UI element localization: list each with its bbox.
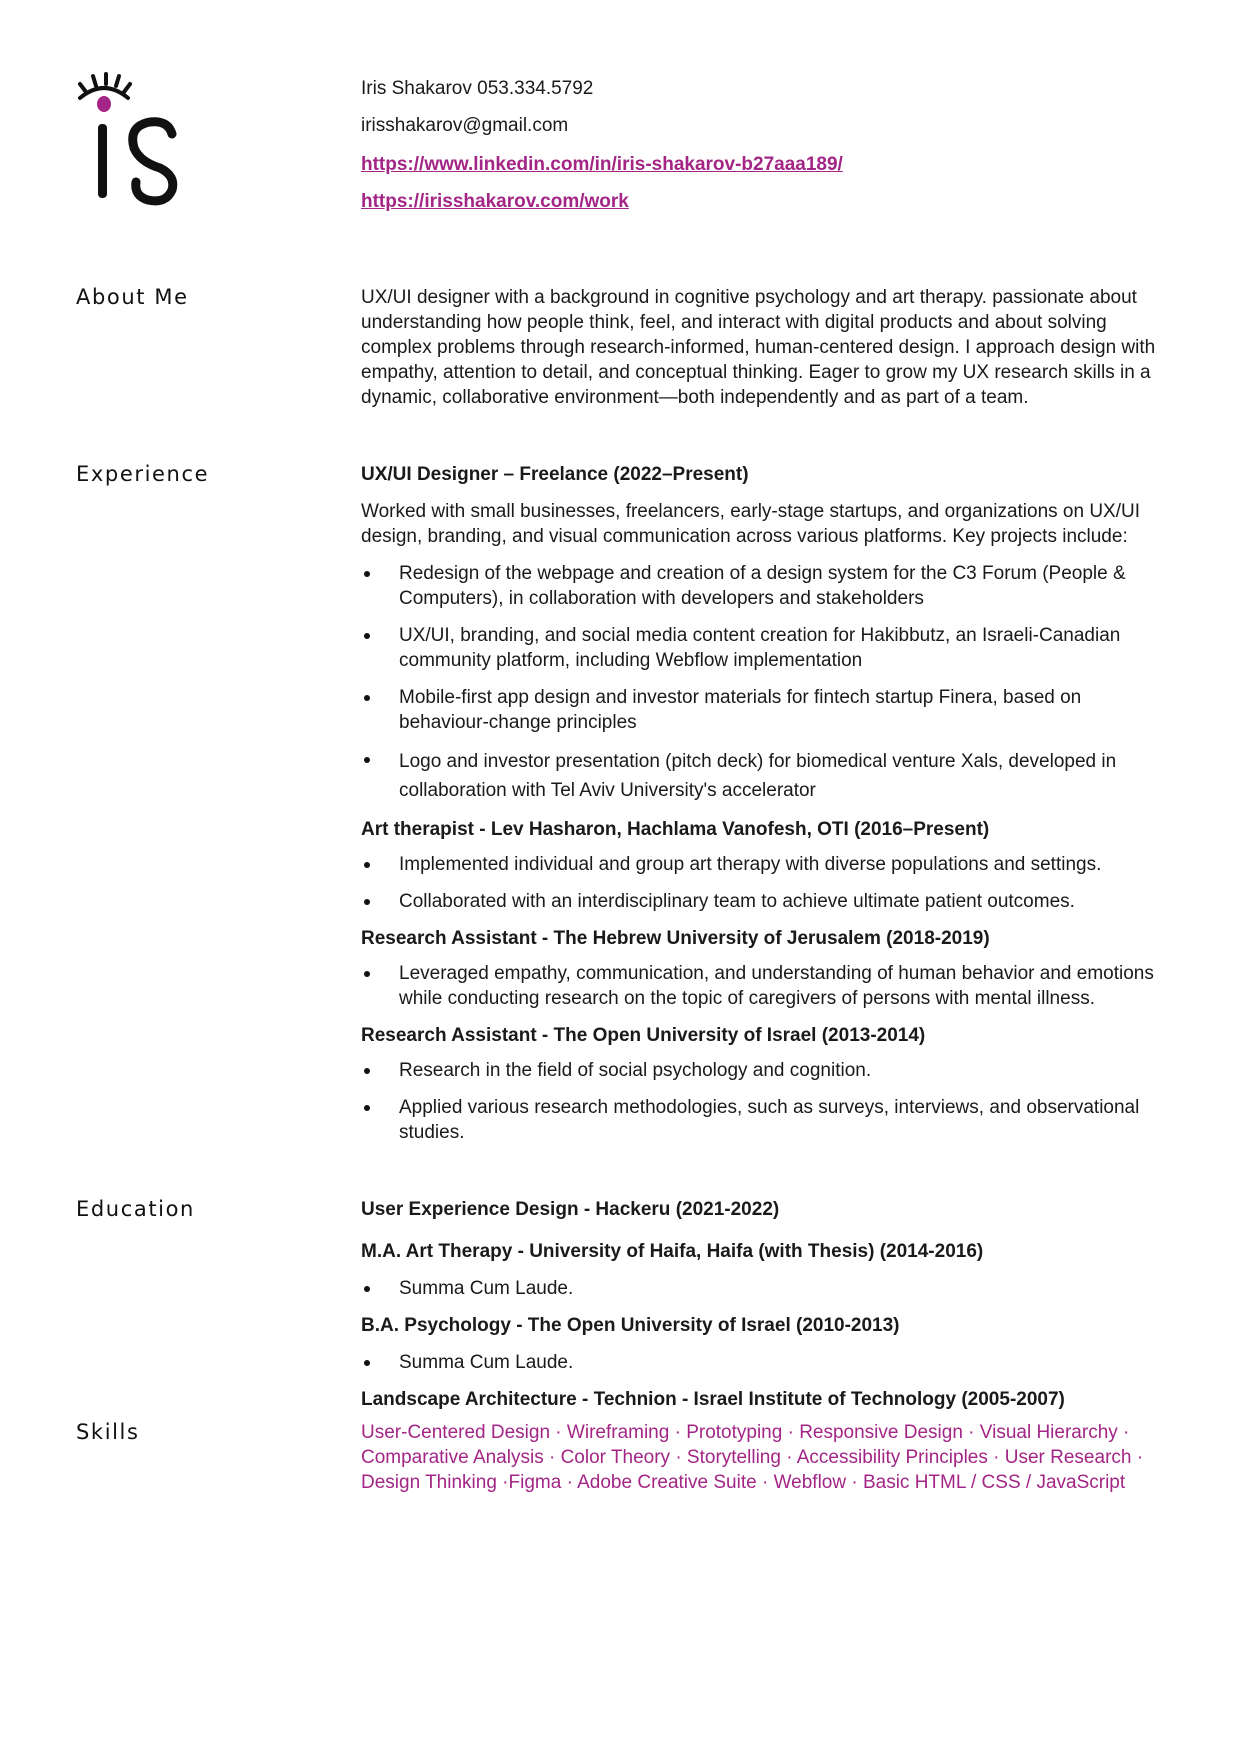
list-item: Logo and investor presentation (pitch deck) for biomedical venture Xals, developed in collaboration with Tel Aviv University's accelerator bbox=[361, 747, 1176, 805]
list-item: Leveraged empathy, communication, and understanding of human behavior and emotions while conducting research on the topic of caregivers of persons with mental illness. bbox=[361, 961, 1176, 1011]
list-item: Mobile-first app design and investor materials for fintech startup Finera, based on behaviour-change principles bbox=[361, 685, 1176, 735]
education-title: M.A. Art Therapy - University of Haifa, Haifa (with Thesis) (2014-2016) bbox=[361, 1241, 984, 1262]
job-title: Research Assistant - The Hebrew University of Jerusalem (2018-2019) bbox=[361, 928, 990, 949]
list-item: Implemented individual and group art therapy with diverse populations and settings. bbox=[361, 852, 1176, 877]
education-title: Landscape Architecture - Technion - Israel Institute of Technology (2005-2007) bbox=[361, 1389, 1065, 1410]
list-item: Applied various research methodologies, such as surveys, interviews, and observational studies. bbox=[361, 1095, 1176, 1145]
job-title: Research Assistant - The Open University of Israel (2013-2014) bbox=[361, 1025, 926, 1046]
list-item: Summa Cum Laude. bbox=[361, 1350, 1176, 1375]
job-bullets bbox=[361, 852, 1176, 914]
job-title: Art therapist - Lev Hasharon, Hachlama Vanofesh, OTI (2016–Present) bbox=[361, 819, 990, 840]
list-item: Summa Cum Laude. bbox=[361, 1276, 1176, 1301]
section-label-skills: Skills bbox=[76, 1420, 140, 1444]
list-item: Redesign of the webpage and creation of a design system for the C3 Forum (People & Computers), in collaboration with developers and stakeholders bbox=[361, 561, 1176, 611]
logo bbox=[76, 72, 361, 217]
education-section bbox=[361, 1197, 1176, 1412]
education-title: B.A. Psychology - The Open University of Israel (2010-2013) bbox=[361, 1315, 900, 1336]
linkedin-link[interactable]: https://www.linkedin.com/in/iris-shakarov-b27aaa189/ bbox=[361, 154, 843, 175]
eye-logo-icon bbox=[76, 72, 196, 212]
job-bullets bbox=[361, 561, 1176, 805]
about-section bbox=[76, 285, 1176, 410]
job-bullets bbox=[361, 1058, 1176, 1145]
job-intro: Worked with small businesses, freelancers, early-stage startups, and organizations on UX/UI design, branding, and visual communication across various platforms. Key projects include: bbox=[361, 501, 1141, 547]
education-notes bbox=[361, 1350, 1176, 1375]
job-bullets bbox=[361, 961, 1176, 1011]
experience-row bbox=[76, 462, 1176, 1157]
contact-block bbox=[361, 72, 1176, 214]
skills-row bbox=[76, 1420, 1176, 1495]
about-text: UX/UI designer with a background in cognitive psychology and art therapy. passionate about understanding how people think, feel, and interact with digital products and about solving complex problems through research-informed, human-centered design. I approach design with empathy, attention to detail, and conceptual thinking. Eager to grow my UX research skills in a dynamic, collaborative environment—both independently and as part of a team. bbox=[361, 287, 1156, 408]
name-phone: Iris Shakarov 053.334.5792 bbox=[361, 78, 594, 99]
email: irisshakarov@gmail.com bbox=[361, 115, 569, 136]
list-item: Research in the field of social psychology and cognition. bbox=[361, 1058, 1176, 1083]
job-title: UX/UI Designer – Freelance (2022–Present) bbox=[361, 464, 749, 485]
section-label-education: Education bbox=[76, 1197, 195, 1221]
list-item: Collaborated with an interdisciplinary team to achieve ultimate patient outcomes. bbox=[361, 889, 1176, 914]
section-label-about: About Me bbox=[76, 285, 189, 309]
skills-list: User-Centered Design · Wireframing · Prototyping · Responsive Design · Visual Hierarchy · Comparative Analysis · Color Theory · Storytelling · Accessibility Principles · User Research · Design Thinking ·Figma · Adobe Creative Suite · Webflow · Basic HTML / CSS / JavaScript bbox=[361, 1422, 1144, 1493]
section-label-experience: Experience bbox=[76, 462, 210, 486]
header-row bbox=[76, 72, 1176, 217]
education-notes bbox=[361, 1276, 1176, 1301]
education-title: User Experience Design - Hackeru (2021-2022) bbox=[361, 1199, 780, 1220]
website-link[interactable]: https://irisshakarov.com/work bbox=[361, 191, 629, 212]
experience-section bbox=[361, 462, 1176, 1157]
education-row bbox=[76, 1197, 1176, 1412]
list-item: UX/UI, branding, and social media content creation for Hakibbutz, an Israeli-Canadian community platform, including Webflow implementation bbox=[361, 623, 1176, 673]
